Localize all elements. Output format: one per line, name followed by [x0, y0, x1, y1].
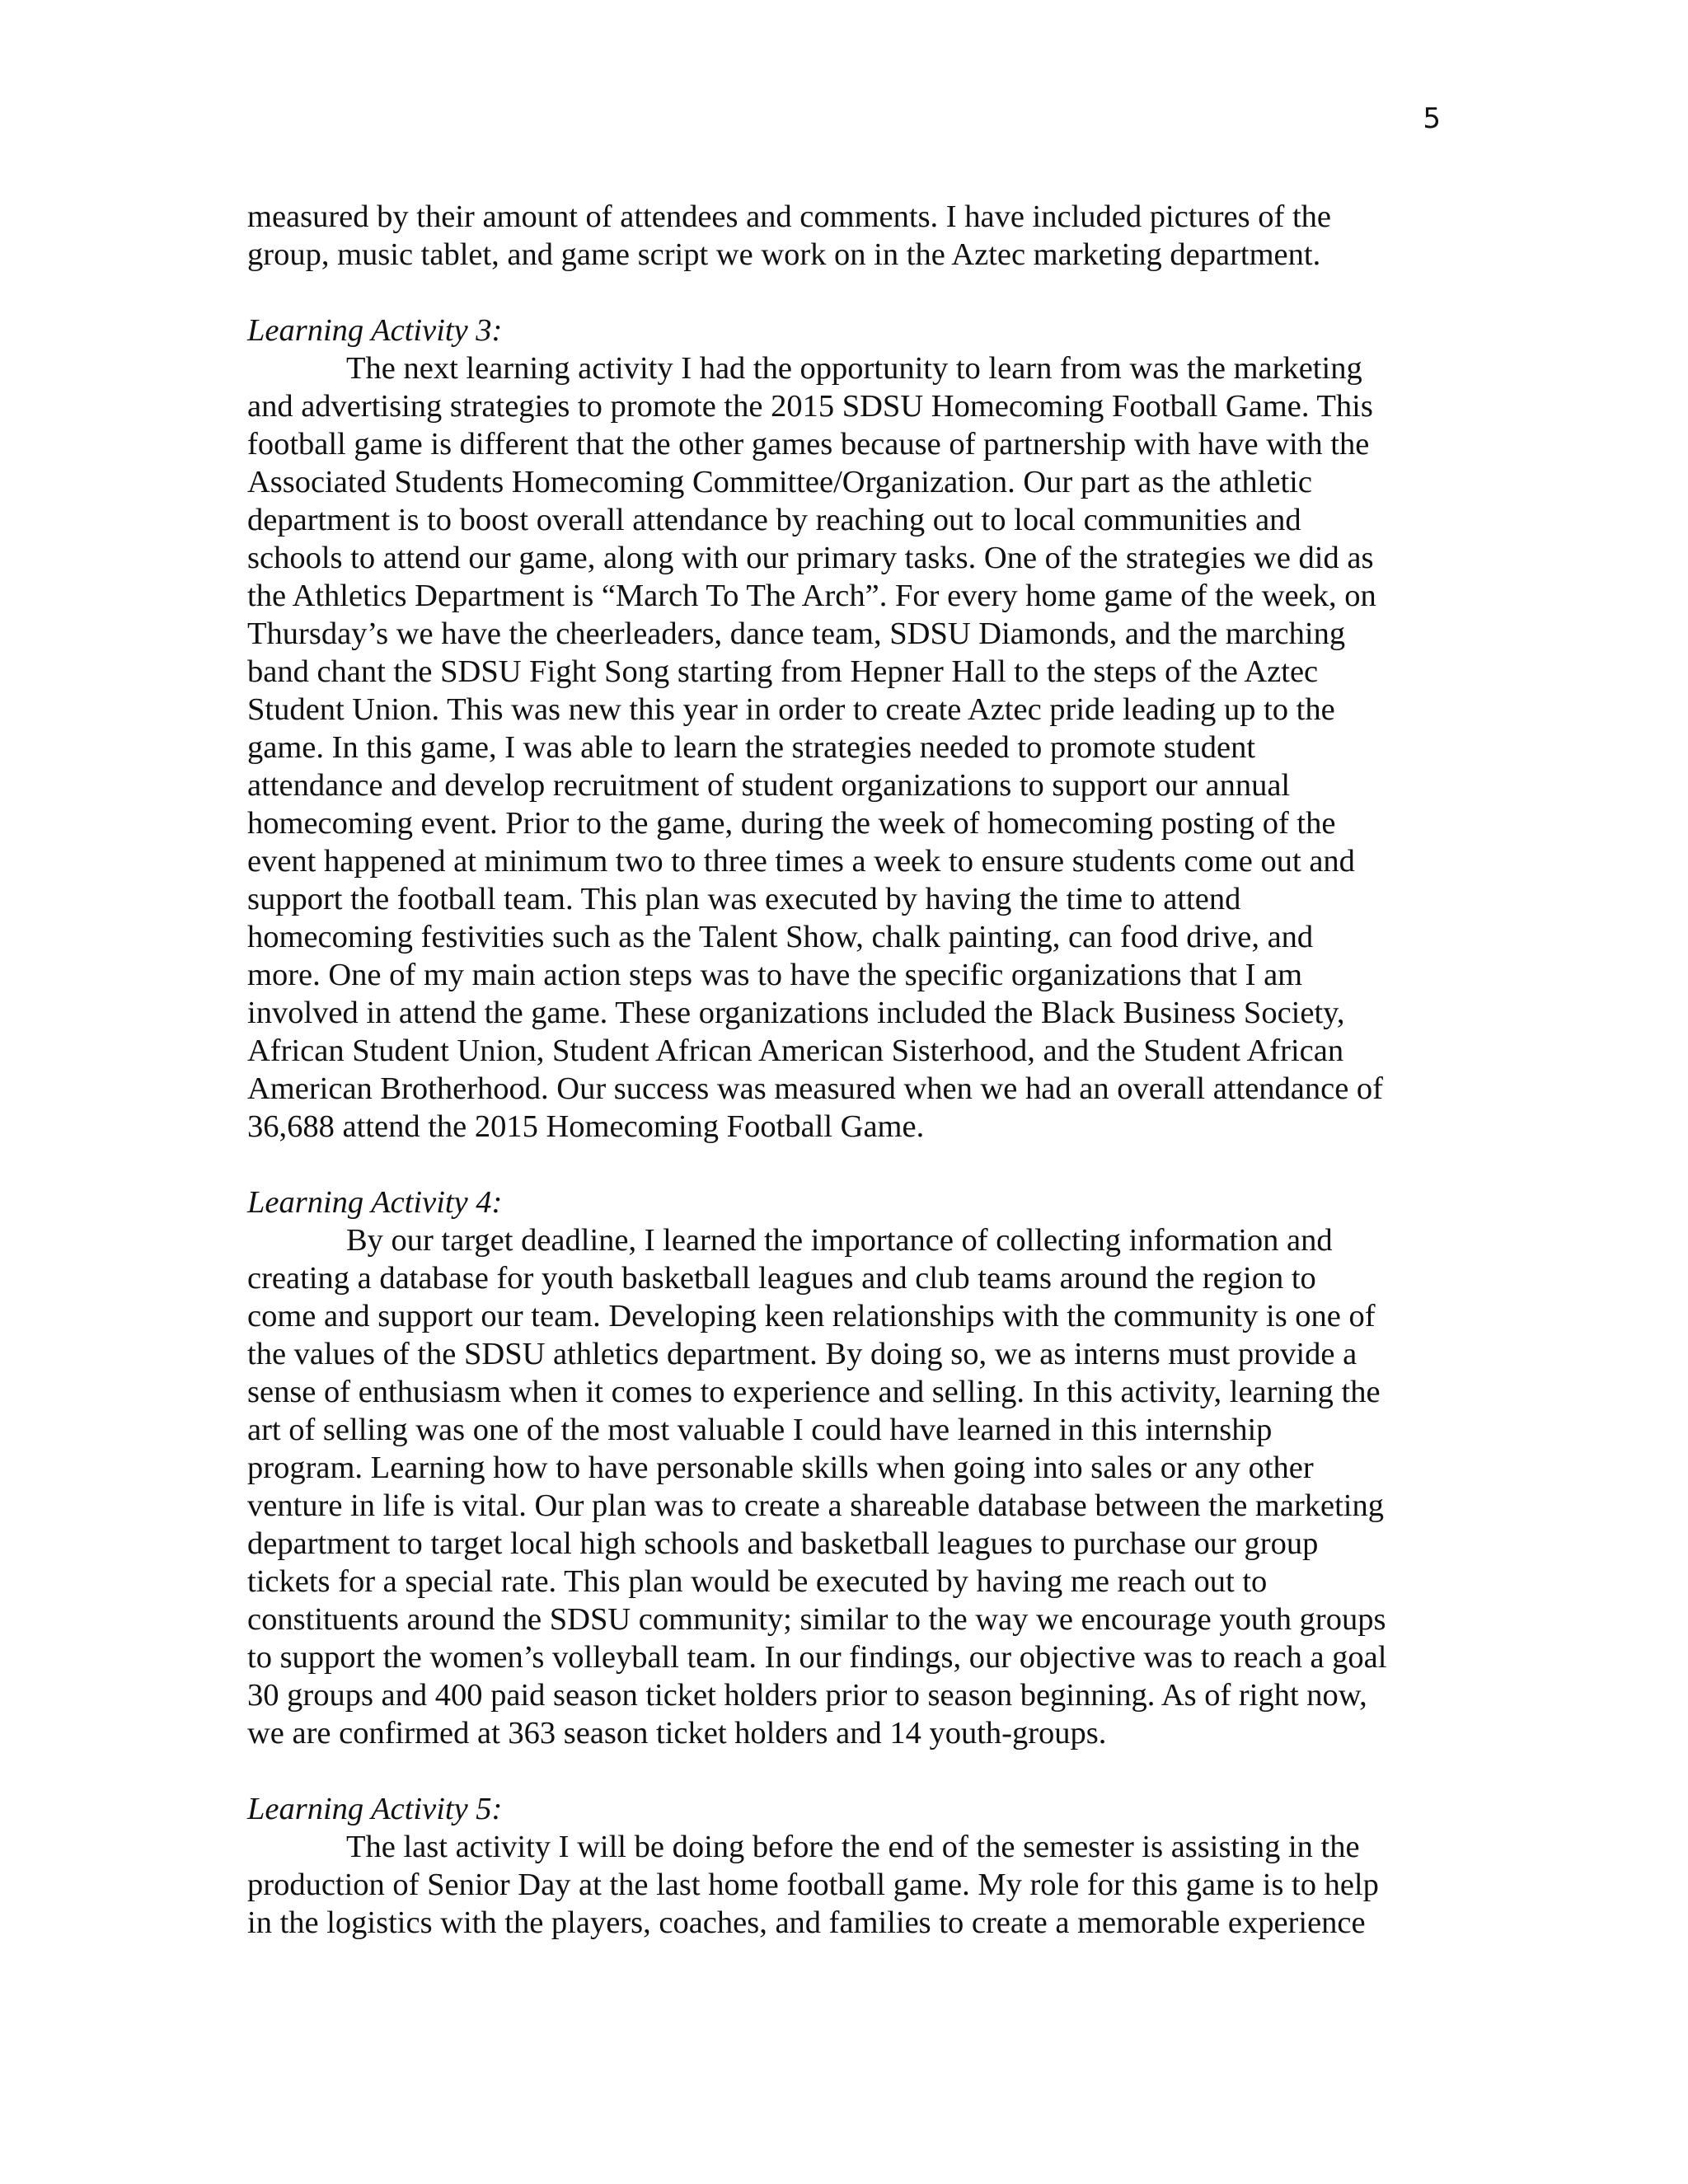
text-line: the values of the SDSU athletics department. By doing so, we as interns must provide a [247, 1337, 1357, 1371]
section-learning-activity-4 [247, 1183, 1442, 1752]
text-line: game. In this game, I was able to learn the strategies needed to promote student [247, 730, 1256, 765]
text-line: support the football team. This plan was executed by having the time to attend [247, 882, 1241, 916]
text-line: band chant the SDSU Fight Song starting from Hepner Hall to the steps of the Aztec [247, 654, 1319, 689]
text-line: The last activity I will be doing before the end of the semester is assisting in the [346, 1830, 1360, 1864]
text-line: football game is different that the other games because of partnership with have with the [247, 427, 1370, 462]
text-line: homecoming event. Prior to the game, during the week of homecoming posting of the [247, 806, 1336, 841]
text-line: The next learning activity I had the opportunity to learn from was the marketing [346, 351, 1362, 386]
paragraph-gap [247, 1752, 1442, 1790]
text-line: Thursday’s we have the cheerleaders, dance team, SDSU Diamonds, and the marching [247, 616, 1346, 651]
section-learning-activity-3 [247, 312, 1442, 1146]
section-learning-activity-5 [247, 1790, 1442, 1942]
text-line: we are confirmed at 363 season ticket holders and 14 youth-groups. [247, 1716, 1107, 1750]
text-line: measured by their amount of attendees and comments. I have included pictures of the [247, 199, 1331, 234]
text-line: department is to boost overall attendance by reaching out to local communities and [247, 503, 1301, 537]
text-line: American Brotherhood. Our success was measured when we had an overall attendance of [247, 1071, 1383, 1106]
intro-paragraph [247, 198, 1442, 274]
text-line: art of selling was one of the most valuable I could have learned in this internship [247, 1413, 1273, 1447]
body-text [247, 198, 1442, 1942]
text-line: program. Learning how to have personable skills when going into sales or any other [247, 1451, 1314, 1485]
text-line: creating a database for youth basketball leagues and club teams around the region to [247, 1261, 1316, 1296]
text-line: homecoming festivities such as the Talent Show, chalk painting, can food drive, and [247, 920, 1314, 954]
paragraph-gap [247, 274, 1442, 312]
text-line: and advertising strategies to promote the 2015 SDSU Homecoming Football Game. This [247, 389, 1373, 424]
text-line: Student Union. This was new this year in order to create Aztec pride leading up to the [247, 692, 1335, 727]
text-line: more. One of my main action steps was to have the specific organizations that I am [247, 958, 1303, 992]
text-line: come and support our team. Developing keen relationships with the community is one of [247, 1299, 1376, 1333]
text-line: schools to attend our game, along with our primary tasks. One of the strategies we did as [247, 541, 1374, 575]
section-heading: Learning Activity 4: [247, 1185, 503, 1220]
text-line: 36,688 attend the 2015 Homecoming Football Game. [247, 1109, 925, 1144]
text-line: department to target local high schools and basketball leagues to purchase our group [247, 1526, 1319, 1561]
text-line: venture in life is vital. Our plan was to create a shareable database between the marketing [247, 1488, 1385, 1523]
text-line: sense of enthusiasm when it comes to experience and selling. In this activity, learning the [247, 1375, 1381, 1409]
text-line: By our target deadline, I learned the importance of collecting information and [346, 1223, 1333, 1258]
text-line: attendance and develop recruitment of student organizations to support our annual [247, 768, 1291, 803]
text-line: 30 groups and 400 paid season ticket holders prior to season beginning. As of right now, [247, 1678, 1367, 1713]
section-heading: Learning Activity 3: [247, 313, 503, 348]
text-line: involved in attend the game. These organizations included the Black Business Society, [247, 996, 1345, 1030]
text-line: the Athletics Department is “March To The Arch”. For every home game of the week, on [247, 579, 1376, 613]
text-line: Associated Students Homecoming Committee/Organization. Our part as the athletic [247, 465, 1312, 499]
text-line: African Student Union, Student African American Sisterhood, and the Student African [247, 1033, 1344, 1068]
page-number: 5 [1423, 102, 1441, 135]
text-line: tickets for a special rate. This plan would be executed by having me reach out to [247, 1564, 1268, 1599]
text-line: group, music tablet, and game script we work on in the Aztec marketing department. [247, 237, 1321, 272]
section-heading: Learning Activity 5: [247, 1792, 503, 1826]
paragraph-gap [247, 1146, 1442, 1183]
text-line: constituents around the SDSU community; similar to the way we encourage youth groups [247, 1602, 1386, 1637]
text-line: in the logistics with the players, coaches, and families to create a memorable experience [247, 1905, 1366, 1940]
text-line: to support the women’s volleyball team. In our findings, our objective was to reach a goal [247, 1640, 1387, 1675]
text-line: event happened at minimum two to three times a week to ensure students come out and [247, 844, 1355, 879]
text-line: production of Senior Day at the last home football game. My role for this game is to help [247, 1868, 1379, 1902]
